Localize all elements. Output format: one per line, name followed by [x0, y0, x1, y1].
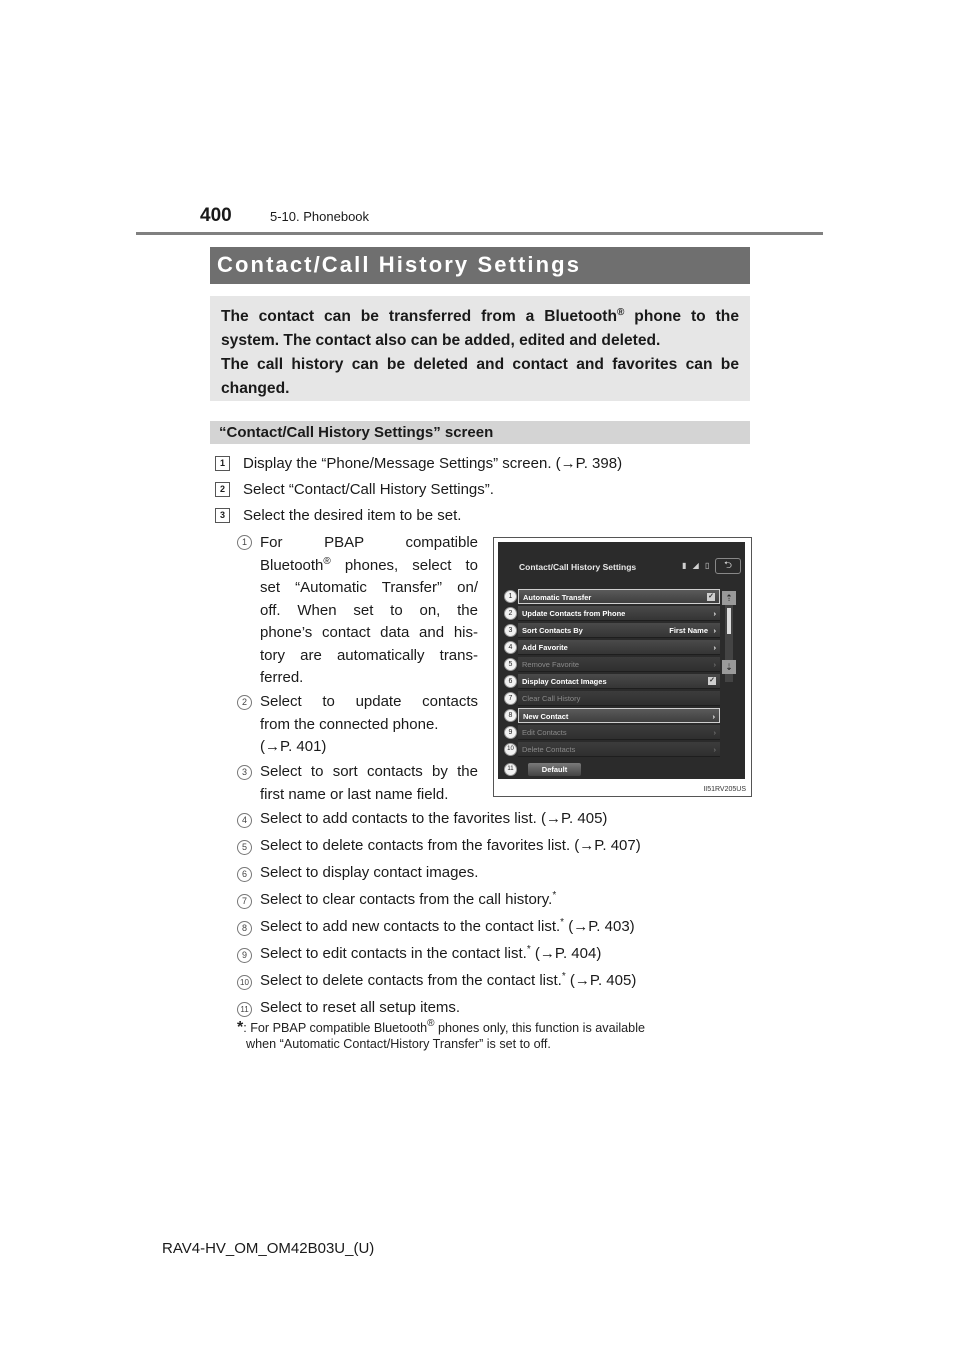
- callout-text: [260, 889, 556, 912]
- figure-callout-number: 10: [504, 743, 517, 756]
- intro-text: phone to the: [624, 308, 739, 325]
- intro-line-3: The call history can be deleted and contact and favorites can be: [221, 356, 739, 373]
- callout-number: 4: [237, 813, 252, 828]
- row-clear-call-history[interactable]: [518, 691, 720, 706]
- callout-text: Select to reset all setup items.: [260, 999, 461, 1016]
- row-edit-contacts[interactable]: [518, 725, 720, 740]
- asterisk: *: [237, 1019, 244, 1036]
- row-label: Sort Contacts By: [522, 626, 583, 635]
- callout-text: Select to display contact images.: [260, 864, 479, 881]
- step-text: Select the desired item to be set.: [243, 507, 462, 524]
- row-automatic-transfer[interactable]: [518, 589, 720, 604]
- row-label: Display Contact Images: [522, 677, 607, 686]
- figure-callout-number: 3: [504, 624, 517, 637]
- row-label: Automatic Transfer: [523, 593, 592, 602]
- scroll-up-icon[interactable]: ⇡: [722, 591, 736, 605]
- registered-mark: ®: [323, 555, 331, 567]
- callout-text: Select to add contacts to the favorites list. (→P. 405): [260, 810, 608, 827]
- settings-screen: [498, 542, 745, 779]
- row-remove-favorite[interactable]: [518, 657, 720, 672]
- default-button[interactable]: Default: [528, 763, 581, 776]
- callout-line: ferred.: [260, 669, 304, 686]
- row-label: Delete Contacts: [522, 745, 576, 754]
- row-delete-contacts[interactable]: [518, 742, 720, 757]
- step-number: 2: [215, 482, 230, 497]
- callout-line: first name or last name field.: [260, 785, 449, 803]
- screen-title: Contact/Call History Settings: [519, 562, 637, 572]
- figure-callout-number: 7: [504, 692, 517, 705]
- callout-line: (→P. 401): [260, 738, 327, 755]
- callout-text: [260, 970, 636, 993]
- back-button[interactable]: ⮌: [715, 558, 741, 574]
- scroll-down-icon[interactable]: ⇣: [722, 660, 736, 674]
- row-label: New Contact: [523, 712, 569, 721]
- figure-callout-number: 8: [504, 709, 517, 722]
- registered-mark: ®: [617, 307, 625, 318]
- intro-line-1: [221, 305, 739, 329]
- checkbox-icon: ✓: [708, 593, 714, 600]
- chevron-right-icon: ›: [713, 626, 716, 635]
- chevron-right-icon: ›: [713, 609, 716, 618]
- figure-callout-number: 4: [504, 641, 517, 654]
- callout-number: 5: [237, 840, 252, 855]
- callout-text: [260, 761, 478, 806]
- callout-text-part: Select to clear contacts from the call history.: [260, 891, 553, 908]
- callout-number: 9: [237, 948, 252, 963]
- footnote-line: [237, 1020, 645, 1036]
- row-label: Edit Contacts: [522, 728, 567, 737]
- checkbox-icon: ✓: [709, 677, 715, 684]
- header-rule: [136, 232, 823, 235]
- page-reference: (→P. 405): [565, 972, 637, 989]
- row-label: Clear Call History: [522, 694, 581, 703]
- callout-text-part: phones, select to: [330, 556, 478, 574]
- callout-number: 10: [237, 975, 252, 990]
- callout-text-part: Select to add new contacts to the contact list.: [260, 918, 561, 935]
- chevron-right-icon: ›: [713, 660, 716, 669]
- page-reference: (→P. 403): [564, 918, 635, 935]
- row-label: Update Contacts from Phone: [522, 609, 626, 618]
- callout-number: 1: [237, 535, 252, 550]
- callout-line: set “Automatic Transfer” on/: [260, 579, 478, 596]
- callout-text-part: Select to delete contacts from the contact list.: [260, 972, 562, 989]
- document-code: RAV4-HV_OM_OM42B03U_(U): [162, 1240, 375, 1257]
- row-display-images[interactable]: [518, 674, 720, 689]
- section-title: 5-10. Phonebook: [270, 209, 370, 224]
- figure-caption: II51RV205US: [703, 786, 746, 793]
- row-label: Remove Favorite: [522, 660, 580, 669]
- callout-line: tory are automatically trans-: [260, 646, 478, 664]
- row-update-contacts[interactable]: [518, 606, 720, 621]
- figure-callout-number: 11: [504, 763, 517, 776]
- intro-line-2: system. The contact also can be added, edited and deleted.: [221, 332, 661, 349]
- callout-text-part: Bluetooth: [260, 556, 324, 574]
- callout-line: [260, 555, 478, 578]
- callout-line: from the connected phone.: [260, 715, 439, 733]
- chevron-right-icon: ›: [713, 745, 716, 754]
- callout-text: [260, 691, 478, 759]
- callout-text: Select to delete contacts from the favorites list. (→P. 407): [260, 837, 641, 854]
- callout-line: Select to update contacts: [260, 693, 478, 710]
- callout-line: off. When set to on, the: [260, 601, 478, 619]
- registered-mark: ®: [427, 1018, 435, 1029]
- figure-callout-number: 5: [504, 658, 517, 671]
- page-title: Contact/Call History Settings: [217, 252, 582, 277]
- row-value: First Name: [669, 626, 708, 635]
- callout-line: For PBAP compatible: [260, 534, 478, 551]
- figure-callout-number: 9: [504, 726, 517, 739]
- figure-callout-number: 6: [504, 675, 517, 688]
- page-reference: (→P. 404): [530, 945, 602, 962]
- row-label: Add Favorite: [522, 643, 568, 652]
- intro-line-4: changed.: [221, 380, 290, 397]
- asterisk: *: [561, 971, 566, 982]
- callout-text: [260, 916, 635, 939]
- asterisk: *: [552, 890, 557, 901]
- scroll-thumb[interactable]: [727, 608, 731, 634]
- intro-box: [210, 296, 750, 401]
- callout-text: [260, 943, 601, 966]
- intro-text: The contact can be transferred from a Bluetooth: [221, 308, 618, 325]
- step-text: Select “Contact/Call History Settings”.: [243, 481, 494, 498]
- row-sort-contacts[interactable]: [518, 623, 720, 638]
- page-number: 400: [200, 205, 232, 226]
- step-number: 1: [215, 456, 230, 471]
- step-number: 3: [215, 508, 230, 523]
- chevron-right-icon: ›: [712, 712, 715, 721]
- callout-text: [260, 532, 478, 690]
- status-icons: ▮ ◢ ▯: [682, 561, 712, 570]
- figure-callout-number: 2: [504, 607, 517, 620]
- subheading: “Contact/Call History Settings” screen: [219, 424, 494, 441]
- footnote-text: phones only, this function is available: [434, 1021, 645, 1035]
- callout-number: 11: [237, 1002, 252, 1017]
- callout-line: Select to sort contacts by the: [260, 763, 478, 780]
- row-new-contact[interactable]: [518, 708, 720, 723]
- figure-callout-number: 1: [504, 590, 517, 603]
- asterisk: *: [560, 917, 565, 928]
- callout-number: 2: [237, 695, 252, 710]
- callout-number: 6: [237, 867, 252, 882]
- callout-line: phone’s contact data and his-: [260, 624, 478, 641]
- callout-number: 8: [237, 921, 252, 936]
- callout-text-part: Select to edit contacts in the contact list.: [260, 945, 527, 962]
- chevron-right-icon: ›: [713, 728, 716, 737]
- step-text: Display the “Phone/Message Settings” screen. (→P. 398): [243, 455, 623, 472]
- callout-number: 7: [237, 894, 252, 909]
- screen-figure: [493, 537, 752, 797]
- footnote-text: : For PBAP compatible Bluetooth: [243, 1021, 428, 1035]
- footnote: [237, 1020, 645, 1052]
- callout-number: 3: [237, 765, 252, 780]
- footnote-line: when “Automatic Contact/History Transfer” is set to off.: [246, 1037, 551, 1051]
- asterisk: *: [526, 944, 531, 955]
- chevron-right-icon: ›: [713, 643, 716, 652]
- row-add-favorite[interactable]: [518, 640, 720, 655]
